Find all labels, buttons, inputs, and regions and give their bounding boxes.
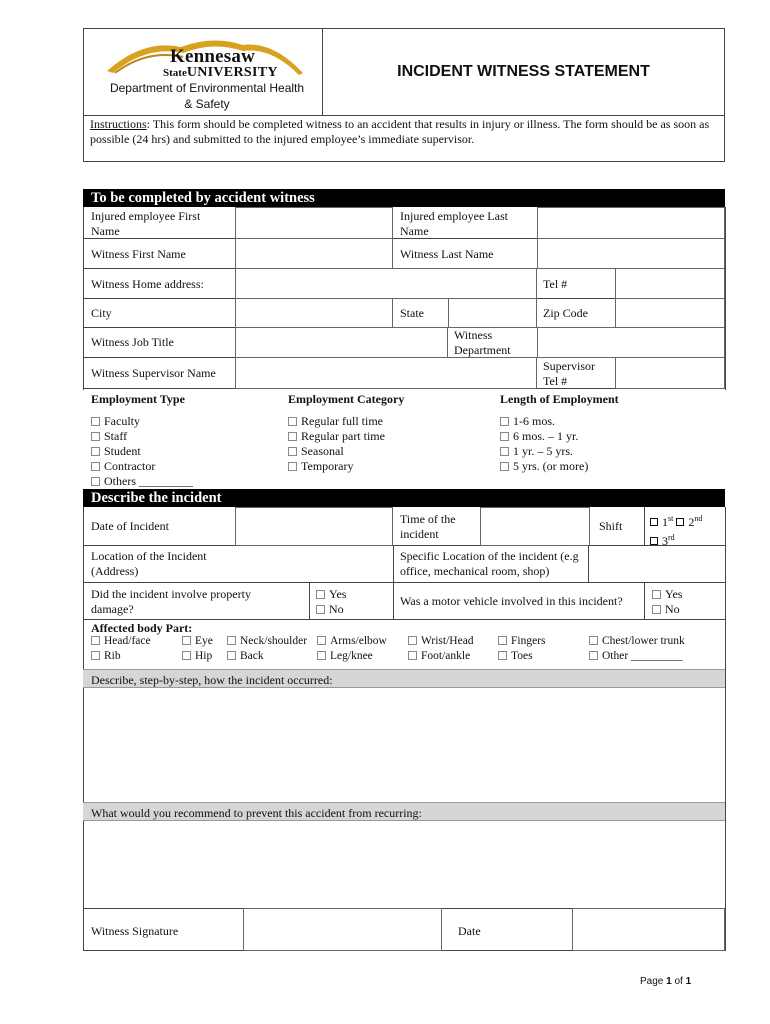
body-back[interactable]: [227, 649, 264, 664]
option-label: No: [665, 602, 680, 616]
city-field[interactable]: [235, 298, 393, 328]
option-temporary[interactable]: [288, 459, 404, 474]
label-home-address: Witness Home address:: [91, 277, 204, 291]
body-leg-knee[interactable]: [317, 649, 373, 664]
option-staff[interactable]: [91, 429, 193, 444]
logo-line2: [163, 63, 278, 81]
option-1-5-yrs[interactable]: [500, 444, 619, 459]
grid-divider: [393, 582, 394, 619]
signature-field[interactable]: [243, 908, 442, 951]
injured-last-name-field[interactable]: [537, 207, 725, 239]
property-yes[interactable]: [316, 587, 346, 602]
label-job-title: Witness Job Title: [91, 335, 174, 349]
witness-last-name-field[interactable]: [537, 238, 725, 269]
label-tel: Tel #: [543, 277, 568, 291]
body-row-2: [91, 649, 721, 664]
checkbox-icon[interactable]: [500, 462, 509, 471]
label-time: Time of the incident: [400, 512, 456, 541]
option-part-time[interactable]: [288, 429, 404, 444]
option-label: 1-6 mos.: [513, 414, 555, 428]
checkbox-icon[interactable]: [676, 518, 684, 526]
checkbox-icon[interactable]: [288, 447, 297, 456]
grid-right: [725, 207, 726, 390]
checkbox-icon[interactable]: [227, 651, 236, 660]
option-label: Head/face: [104, 635, 151, 647]
label-motor-vehicle: Was a motor vehicle involved in this incident?: [400, 594, 623, 608]
grid-row: [83, 545, 725, 546]
length-of-employment: [500, 392, 619, 474]
shift-3-label: 3: [662, 534, 668, 548]
checkbox-icon[interactable]: [182, 636, 191, 645]
checkbox-icon[interactable]: [589, 651, 598, 660]
label-date: Date of Incident: [91, 519, 169, 533]
recommend-textarea[interactable]: [84, 821, 724, 908]
body-head-face[interactable]: [91, 634, 151, 649]
option-full-time[interactable]: [288, 414, 404, 429]
employment-category-heading: Employment Category: [288, 392, 405, 406]
body-toes[interactable]: [498, 649, 533, 664]
checkbox-icon[interactable]: [500, 432, 509, 441]
body-chest[interactable]: [589, 634, 685, 649]
instructions-label: Instructions: [90, 117, 147, 131]
time-of-incident-field[interactable]: [480, 507, 590, 546]
checkbox-icon[interactable]: [91, 432, 100, 441]
option-label: Wrist/Head: [421, 635, 474, 647]
option-label: Arms/elbow: [330, 635, 387, 647]
option-label: Yes: [329, 587, 347, 601]
shift-3rd[interactable]: [650, 534, 675, 548]
form-title: INCIDENT WITNESS STATEMENT: [397, 63, 650, 80]
checkbox-icon[interactable]: [317, 636, 326, 645]
body-rib[interactable]: [91, 649, 121, 664]
motor-no[interactable]: [652, 602, 682, 617]
checkbox-icon[interactable]: [91, 477, 100, 486]
checkbox-icon[interactable]: [650, 518, 658, 526]
label-location: Location of the Incident (Address): [91, 549, 207, 578]
date-of-incident-field[interactable]: [235, 507, 393, 546]
date-signed-field[interactable]: [572, 908, 725, 951]
option-label: Eye: [195, 635, 213, 647]
describe-textarea[interactable]: [84, 688, 724, 802]
logo-line1: Kennesaw: [170, 46, 255, 67]
label-witness-last: Witness Last Name: [400, 247, 494, 261]
label-date-signed: Date: [458, 924, 481, 938]
grid-divider: [393, 545, 394, 582]
job-title-field[interactable]: [235, 327, 448, 358]
option-label: Other _________: [602, 650, 683, 662]
shift-1-sup: st: [668, 514, 674, 523]
grid-row: [83, 582, 725, 583]
body-wrist-head[interactable]: [408, 634, 474, 649]
option-1-6-mos[interactable]: [500, 414, 619, 429]
label-department: Witness Department: [454, 328, 511, 357]
shift-1-label: 1: [662, 515, 668, 529]
shift-3-sup: rd: [668, 533, 675, 542]
option-label: Leg/knee: [330, 650, 373, 662]
grid-row: [83, 619, 725, 620]
zip-field[interactable]: [615, 298, 725, 328]
department-field[interactable]: [537, 327, 725, 358]
label-specific-location: Specific Location of the incident (e.g office, mechanical room, shop): [400, 549, 579, 578]
label-zip: Zip Code: [543, 306, 588, 320]
ksu-logo: [95, 33, 320, 115]
option-label: Yes: [665, 587, 683, 601]
checkbox-icon[interactable]: [500, 447, 509, 456]
checkbox-icon[interactable]: [227, 636, 236, 645]
option-label: Neck/shoulder: [240, 635, 308, 647]
page-number: [640, 976, 691, 987]
employment-type: [91, 392, 193, 489]
page-total: 1: [685, 976, 692, 987]
option-label: Seasonal: [301, 444, 344, 458]
label-city: City: [91, 306, 112, 320]
checkbox-icon[interactable]: [316, 605, 325, 614]
label-state: State: [400, 306, 424, 320]
body-fingers[interactable]: [498, 634, 546, 649]
option-label: Back: [240, 650, 264, 662]
checkbox-icon[interactable]: [589, 636, 598, 645]
label-shift: Shift: [599, 519, 623, 533]
option-label: Regular part time: [301, 429, 385, 443]
instructions: [90, 117, 720, 147]
logo-university: UNIVERSITY: [186, 65, 278, 80]
length-heading: Length of Employment: [500, 392, 619, 406]
option-5-yrs-more[interactable]: [500, 459, 619, 474]
describe-prompt: Describe, step-by-step, how the incident occurred:: [83, 669, 725, 688]
option-label: Toes: [511, 650, 533, 662]
checkbox-icon[interactable]: [91, 417, 100, 426]
option-label: Rib: [104, 650, 121, 662]
option-student[interactable]: [91, 444, 193, 459]
shift-options: [650, 511, 702, 549]
checkbox-icon[interactable]: [288, 432, 297, 441]
injured-first-name-field[interactable]: [235, 207, 393, 239]
option-label: Contractor: [104, 459, 156, 473]
page-prefix: Page: [640, 976, 667, 987]
checkbox-icon[interactable]: [498, 651, 507, 660]
property-options: [316, 587, 346, 617]
tel-field[interactable]: [615, 268, 725, 299]
shift-2nd[interactable]: [676, 515, 702, 529]
grid-right: [725, 507, 726, 951]
label-injured-first: Injured employee First Name: [91, 209, 201, 238]
checkbox-icon[interactable]: [91, 462, 100, 471]
label-property: Did the incident involve property damage?: [91, 587, 251, 616]
supervisor-name-field[interactable]: [235, 357, 537, 389]
option-label: Staff: [104, 429, 128, 443]
body-neck-shoulder[interactable]: [227, 634, 307, 649]
page-of: of: [671, 976, 686, 987]
option-6mos-1yr[interactable]: [500, 429, 619, 444]
label-witness-first: Witness First Name: [91, 247, 186, 261]
section2-title: Describe the incident: [83, 489, 725, 507]
checkbox-icon[interactable]: [91, 636, 100, 645]
option-others[interactable]: [91, 474, 193, 489]
logo-state: State: [163, 67, 187, 79]
body-hip[interactable]: [182, 649, 212, 664]
option-label: Regular full time: [301, 414, 383, 428]
checkbox-icon[interactable]: [91, 447, 100, 456]
section1-title: To be completed by accident witness: [83, 189, 725, 207]
employment-category: [288, 392, 404, 474]
label-injured-last: Injured employee Last Name: [400, 209, 508, 238]
option-label: No: [329, 602, 344, 616]
option-contractor[interactable]: [91, 459, 193, 474]
grid-divider: [644, 582, 645, 619]
option-faculty[interactable]: [91, 414, 193, 429]
option-label: Hip: [195, 650, 213, 662]
checkbox-icon[interactable]: [317, 651, 326, 660]
body-foot-ankle[interactable]: [408, 649, 470, 664]
label-signature: Witness Signature: [91, 924, 179, 938]
option-label: Foot/ankle: [421, 650, 471, 662]
motor-options: [652, 587, 682, 617]
home-address-field[interactable]: [235, 268, 537, 299]
grid-divider: [588, 545, 589, 582]
checkbox-icon[interactable]: [498, 636, 507, 645]
recommend-prompt: What would you recommend to prevent this accident from recurring:: [83, 802, 725, 821]
option-label: Faculty: [104, 414, 140, 428]
page-current: 1: [666, 976, 672, 987]
body-row-1: [91, 634, 721, 649]
state-field[interactable]: [448, 298, 537, 328]
shift-divider: [644, 507, 645, 545]
option-seasonal[interactable]: [288, 444, 404, 459]
checkbox-icon[interactable]: [500, 417, 509, 426]
body-eye[interactable]: [182, 634, 213, 649]
option-label: Student: [104, 444, 141, 458]
checkbox-icon[interactable]: [182, 651, 191, 660]
option-label: 5 yrs. (or more): [513, 459, 589, 473]
checkbox-icon[interactable]: [288, 417, 297, 426]
checkbox-icon[interactable]: [408, 651, 417, 660]
logo-dept2: & Safety: [184, 97, 230, 111]
supervisor-tel-field[interactable]: [615, 357, 725, 389]
header-rule: [83, 115, 725, 116]
shift-2-label: 2: [688, 515, 695, 529]
checkbox-icon[interactable]: [316, 590, 325, 599]
grid-divider: [309, 582, 310, 619]
motor-yes[interactable]: [652, 587, 682, 602]
checkbox-icon[interactable]: [652, 590, 661, 599]
shift-1st[interactable]: [650, 515, 673, 529]
option-label: 1 yr. – 5 yrs.: [513, 444, 573, 458]
label-supervisor-name: Witness Supervisor Name: [91, 366, 216, 380]
option-label: 6 mos. – 1 yr.: [513, 429, 579, 443]
body-arms-elbow[interactable]: [317, 634, 387, 649]
employment-type-heading: Employment Type: [91, 392, 185, 406]
shift-2-sup: nd: [694, 514, 703, 523]
option-label: Others _________: [104, 474, 193, 488]
checkbox-icon[interactable]: [652, 605, 661, 614]
option-label: Temporary: [301, 459, 354, 473]
checkbox-icon[interactable]: [91, 651, 100, 660]
checkbox-icon[interactable]: [288, 462, 297, 471]
option-label: Chest/lower trunk: [602, 635, 685, 647]
witness-first-name-field[interactable]: [235, 238, 393, 269]
checkbox-icon[interactable]: [650, 537, 658, 545]
property-no[interactable]: [316, 602, 346, 617]
body-part-heading: Affected body Part:: [91, 621, 193, 635]
body-other[interactable]: [589, 649, 683, 664]
checkbox-icon[interactable]: [408, 636, 417, 645]
logo-dept: Department of Environmental Health: [109, 81, 305, 95]
label-supervisor-tel: Supervisor Tel #: [543, 359, 595, 388]
option-label: Fingers: [511, 635, 546, 647]
instructions-text: : This form should be completed witness to an accident that results in injury or illness. The form should be as soon as possible (24 hrs) and submitted to the injured employee’s immediate supervisor.: [90, 117, 710, 146]
